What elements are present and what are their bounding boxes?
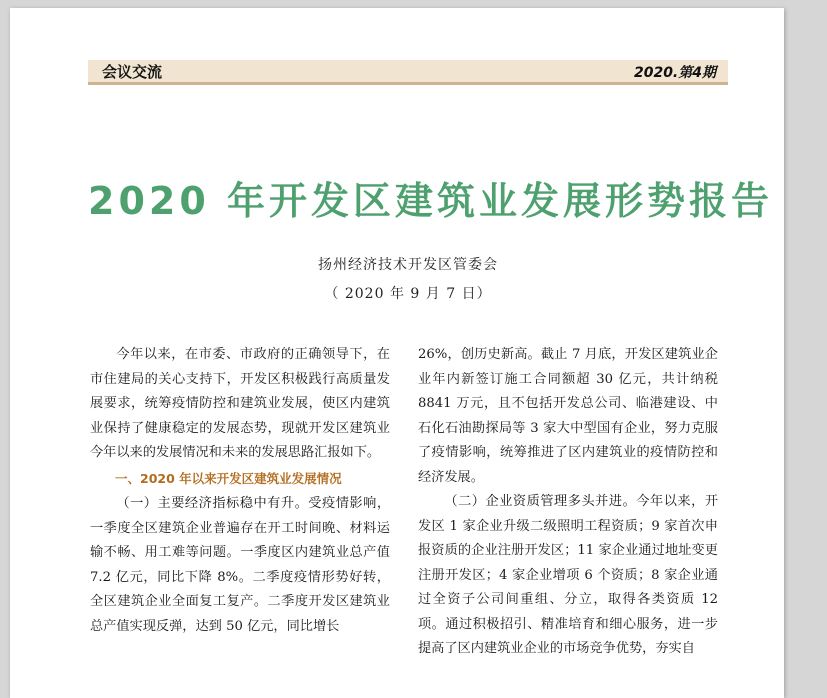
header-issue-label: 2020.第4期 [633, 65, 716, 81]
subsection-2-paragraph [418, 490, 718, 662]
continuation-paragraph: 26%，创历史新高。截止 7 月底，开发区建筑业企业年内新签订施工合同额超 30 亿元，共计纳税 8841 万元，且不包括开发总公司、临港建设、中石化石油勘探局等 3 家大中型国有企业，努力克服了疫情影响，统筹推进了区内建筑业的疫情防控和经济发展。 [418, 347, 718, 485]
article-author: 扬州经济技术开发区管委会 [318, 257, 498, 273]
article-title: 2020 年开发区建筑业发展形势报告 [88, 179, 773, 223]
subsection-2-heading: （二）企业资质管理多头并进。 [444, 494, 637, 509]
article-date: （ 2020 年 9 月 7 日） [324, 286, 492, 302]
left-column [90, 343, 390, 639]
subsection-1-paragraph [90, 492, 390, 639]
header-section-label: 会议交流 [102, 63, 163, 81]
subsection-1-text: 受疫情影响，一季度全区建筑企业普遍存在开工时间晚、材料运输不畅、用工难等问题。一季度区内建筑业总产值 7.2 亿元，同比下降 8%。二季度疫情形势好转，全区建筑企业全面复工复产。二季度开发区建筑业总产值实现反弹，达到 50 亿元，同比增长 [90, 496, 391, 634]
subsection-2-text: 今年以来，开发区 1 家企业升级二级照明工程资质；9 家首次申报资质的企业注册开发区；11 家企业通过地址变更注册开发区；4 家企业增项 6 个资质；8 家企业通过全资子公司间重组、分立，取得各类资质 12 项。通过积极招引、精准培育和细心服务，进一步提高了区内建筑业企业的市场竞争优势，夯实自 [418, 494, 719, 656]
section-heading: 一、2020 年以来开发区建筑业发展情况 [115, 470, 342, 486]
intro-paragraph: 今年以来，在市委、市政府的正确领导下，在市住建局的关心支持下，开发区积极践行高质量发展要求，统筹疫情防控和建筑业发展，使区内建筑业保持了健康稳定的发展态势，现就开发区建筑业今年以来的发展情况和未来的发展思路汇报如下。 [90, 347, 390, 460]
right-column [418, 343, 718, 662]
running-header [88, 60, 728, 85]
subsection-1-heading: （一）主要经济指标稳中有升。 [116, 496, 309, 511]
